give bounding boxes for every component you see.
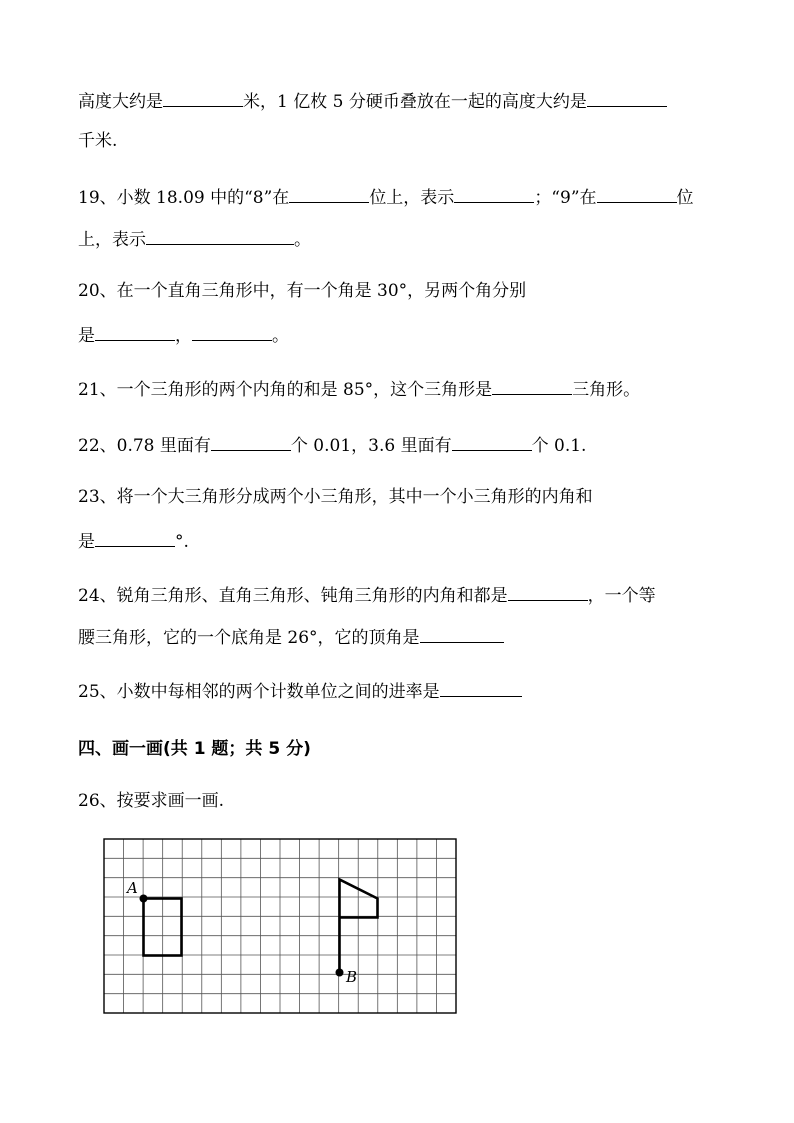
q19-text-6: 。 — [294, 230, 311, 250]
q20-text-3: ， — [175, 326, 192, 346]
q20-text-2: 是 — [78, 326, 95, 346]
q18-text-3: 千米. — [78, 131, 118, 151]
q25-text-1: 25、小数中每相邻的两个计数单位之间的进率是 — [78, 682, 440, 702]
q26-line: 26、按要求画一画. — [78, 791, 225, 811]
q18-text-1: 高度大约是 — [78, 92, 163, 112]
q21-text-1: 21、一个三角形的两个内角的和是 85°，这个三角形是 — [78, 380, 493, 400]
q24-text-1: 24、锐角三角形、直角三角形、钝角三角形的内角和都是 — [78, 586, 508, 606]
grid-lines — [104, 839, 456, 1013]
q22-text-1: 22、0.78 里面有 — [78, 436, 211, 456]
q19-text-5: 上，表示 — [78, 230, 146, 250]
q24-text-2: ，一个等 — [587, 586, 656, 606]
label-a: A — [127, 879, 138, 897]
q22-text-3: 个 0.1. — [531, 436, 587, 456]
point-b — [336, 969, 344, 977]
label-b: B — [346, 968, 358, 986]
q22-text-2: 个 0.01，3.6 里面有 — [290, 436, 452, 456]
q24-text-3: 腰三角形，它的一个底角是 26°，它的顶角是 — [78, 628, 420, 648]
q19-text-1: 19、小数 18.09 中的“8”在 — [78, 188, 290, 208]
q23-text-3: °. — [175, 532, 189, 552]
q20-text-4: 。 — [272, 326, 289, 346]
q20-text-1: 20、在一个直角三角形中，有一个角是 30°，另两个角分别 — [78, 281, 527, 301]
q23-text-1: 23、将一个大三角形分成两个小三角形，其中一个小三角形的内角和 — [78, 487, 593, 507]
q23-text-2: 是 — [78, 532, 95, 552]
q19-text-4: 位 — [676, 188, 694, 208]
q18-text-2: 米，1 亿枚 5 分硬币叠放在一起的高度大约是 — [243, 92, 587, 112]
q19-text-2: 位上，表示 — [369, 188, 455, 208]
section-heading: 四、画一画(共 1 题；共 5 分) — [78, 739, 311, 759]
q21-text-2: 三角形。 — [572, 380, 641, 400]
point-a — [140, 895, 148, 903]
q19-text-3: ；“9”在 — [534, 188, 597, 208]
